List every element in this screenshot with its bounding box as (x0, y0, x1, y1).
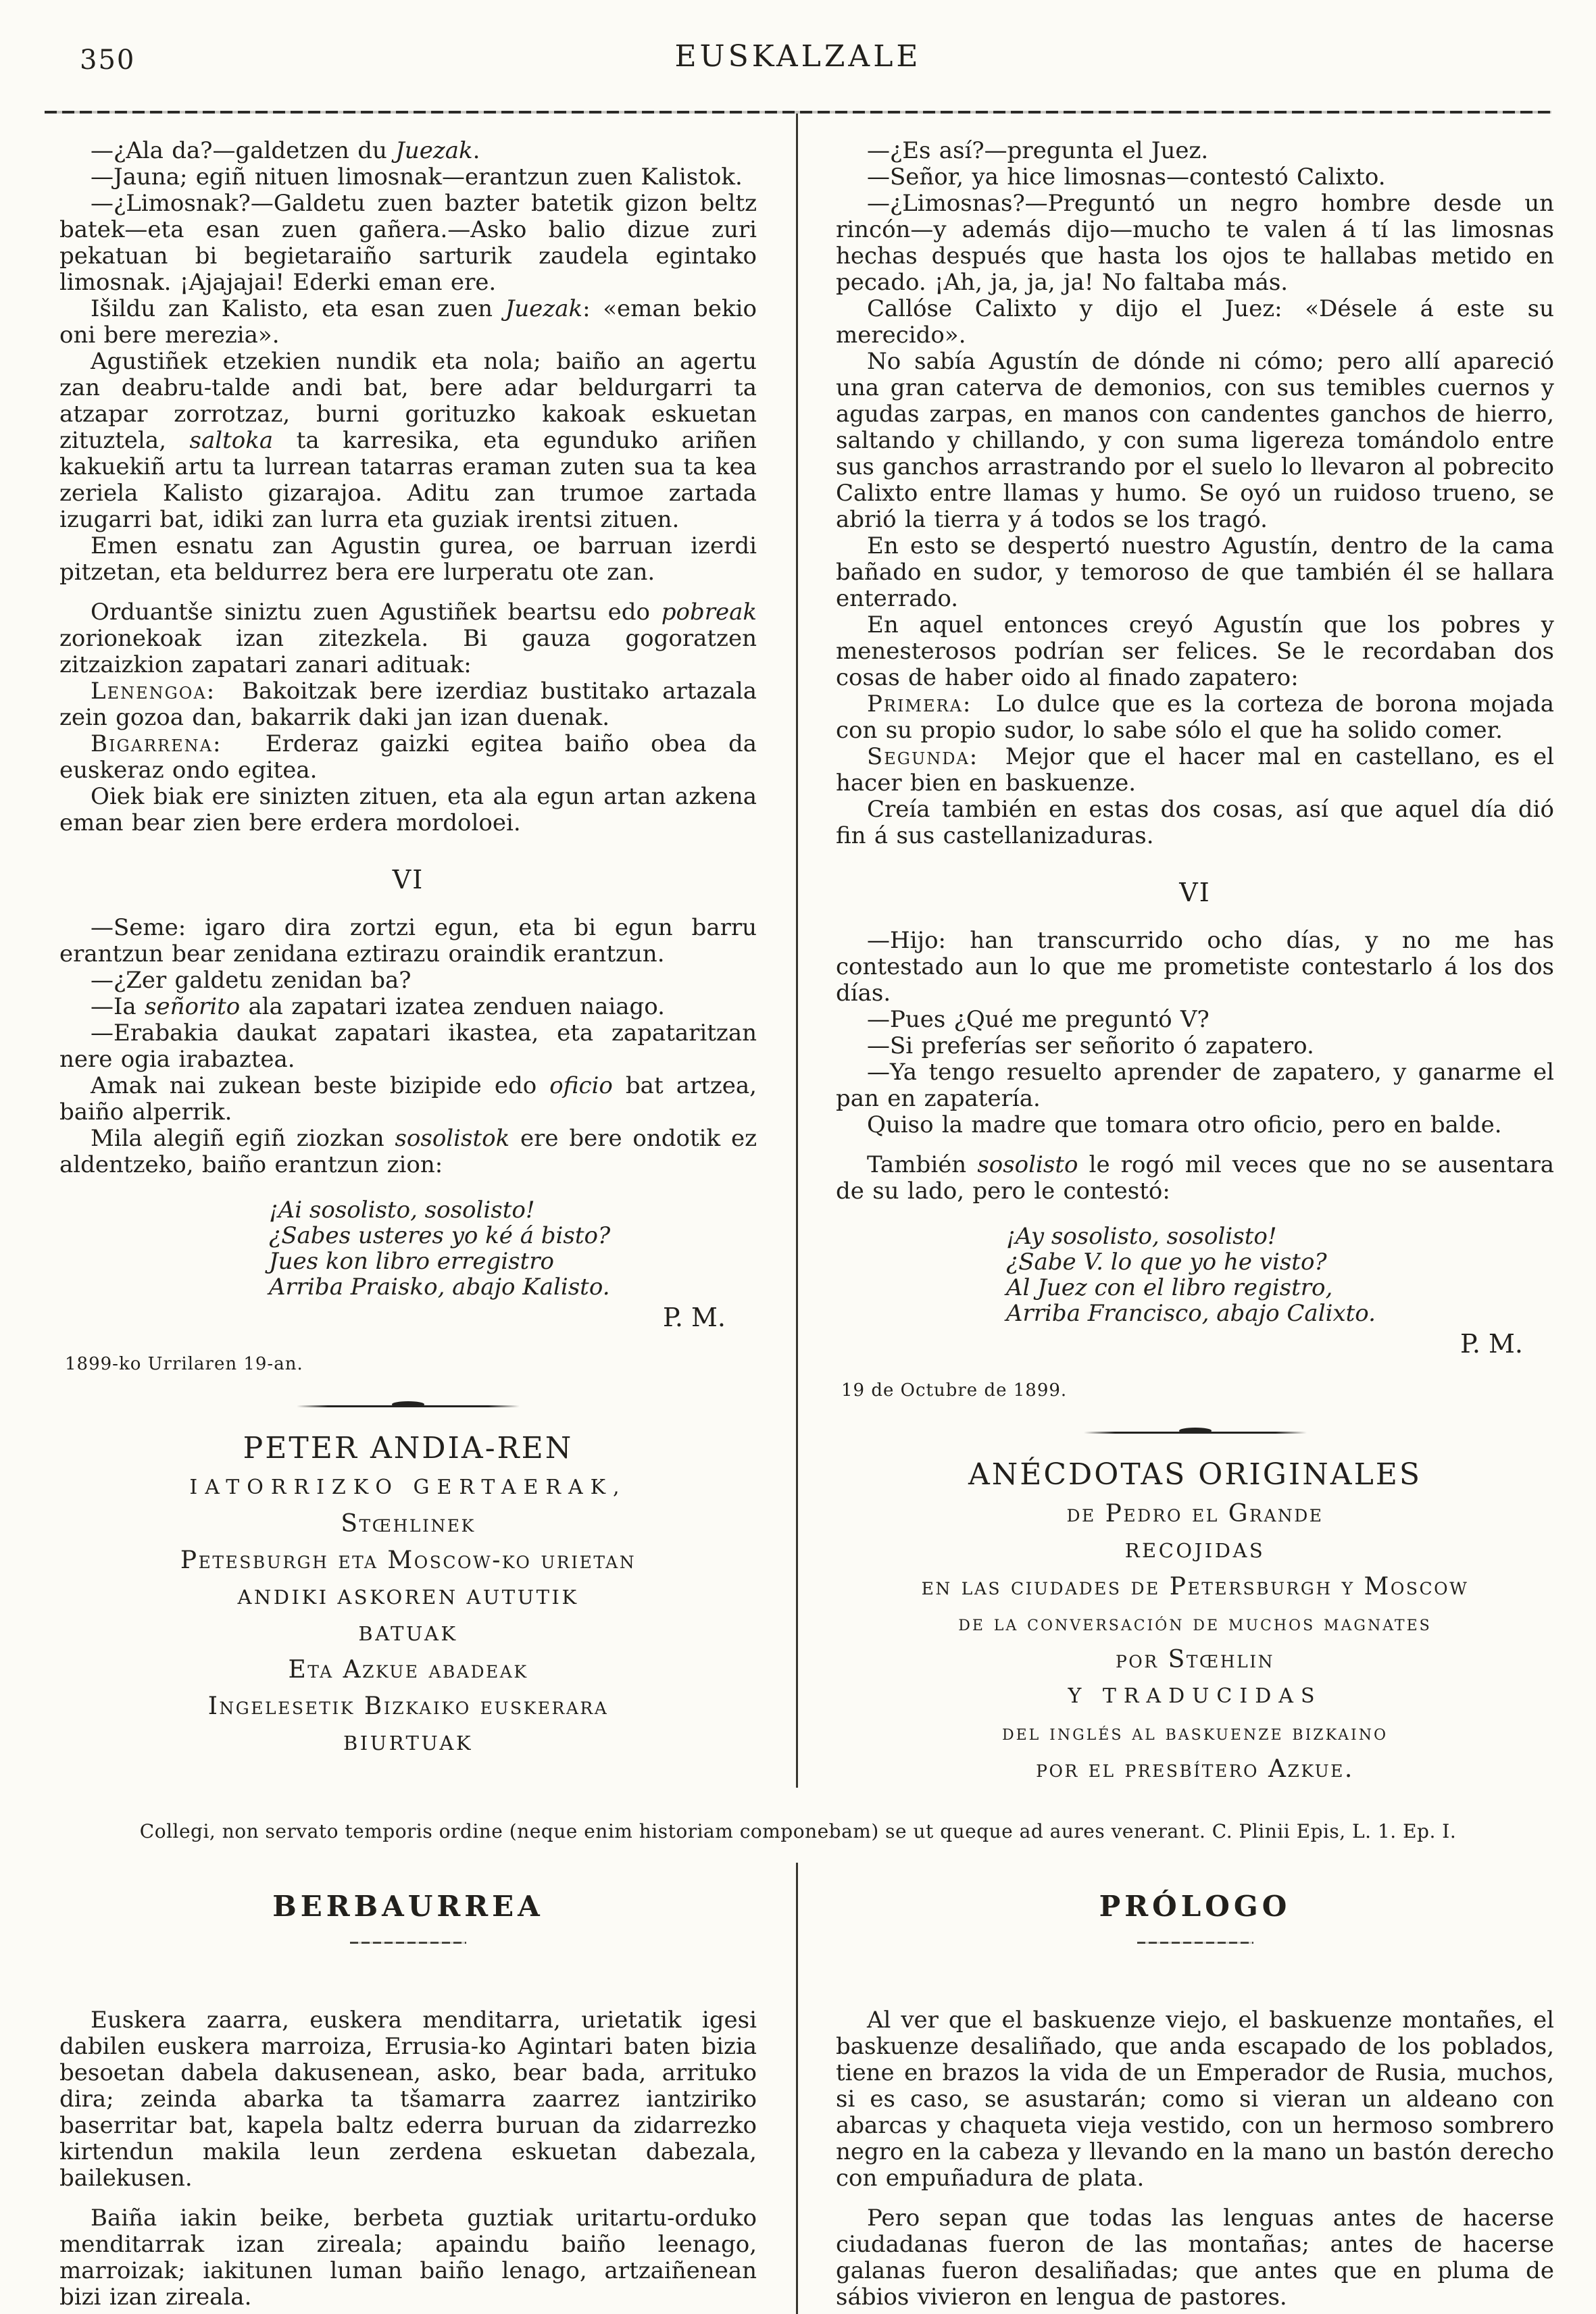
paragraph: —Seme: igaro dira zortzi egun, eta bi egun barru erantzun bear zenidana eztirazu oraindik erantzun. (59, 914, 757, 967)
verse-line: Arriba Praisko, abajo Kalisto. (269, 1274, 610, 1301)
paragraph: —Pues ¿Qué me preguntó V? (867, 1006, 1210, 1033)
latin-epigraph: Collegi, non servato temporis ordine (neque enim historiam componebam) se ut queque ad aures venerant. C. Plinii Epis, L. 1. Ep. I. (139, 1820, 1457, 1842)
title-line: Eta Azkue abadeak (288, 1656, 528, 1684)
title-line: BIURTUAK (343, 1732, 474, 1755)
paragraph: Creía también en estas dos cosas, así que aquel día dió fin á sus castellanizaduras. (836, 796, 1554, 849)
verse-spanish (1006, 1224, 1554, 1326)
divider-rule (1084, 1432, 1307, 1434)
paragraph: —Erabakia daukat zapatari ikastea, eta zapataritzan nere ogia irabaztea. (59, 1020, 757, 1073)
paragraph: No sabía Agustín de dónde ni cómo; pero allí apareció una gran caterva de demonios, con sus temibles cuernos y agudas zarpas, en manos con candentes ganchos de hierro, saltando y chillando, y con suma ligereza tomándolo entre sus ganchos arrastrando por el suelo lo llevaron al pobrecito Calixto entre llamas y humo. Se oyó un ruidoso trueno, se abrió la tierra y á todos se los tragó. (836, 348, 1554, 533)
preface-heading-spanish: PRÓLOGO (1099, 1890, 1291, 1923)
paragraph: Agustiñek etzekien nundik eta nola; baiño an agertu zan deabru-talde andi bat, bere adar beldurgarri ta atzapar zorrotzaz, burni gorituzko kakoak eskuetan zituztela, saltoka ta karresika, eta egunduko ariñen kakuekiñ artu ta lurrean tatarras eraman zuten sua ta kea zeriela Kalisto gizarajoa. Aditu zan trumoe zartada izugarri bat, idiki zan lurra eta guziak irentsi zituen. (59, 348, 757, 533)
paragraph: Oiek biak ere sinizten zituen, eta ala egun artan azkena eman bear zien bere erdera mordoloei. (59, 783, 757, 836)
heading-divider (350, 1942, 466, 1944)
divider-rule (297, 1405, 520, 1407)
paragraph: —¿Ala da?—galdetzen du Juezak. (91, 137, 480, 164)
paragraph: En esto se despertó nuestro Agustín, dentro de la cama bañado en sudor, y temoroso de que también él se hallara enterrado. (836, 532, 1554, 612)
title-line: ANDIKI ASKOREN AUTUTIK (237, 1586, 579, 1609)
verse-line: Al Juez con el libro registro, (1006, 1274, 1333, 1301)
spanish-chapter-paragraphs (836, 928, 1554, 1205)
page-number: 350 (80, 45, 136, 76)
paragraph: —¿Limosnas?—Preguntó un negro hombre desde un rincón—y además dijo—mucho te valen á tí las limosnas hechas después que hasta los ojos te hallabas metido en pecado. ¡Ah, ja, ja, ja! No faltaba más. (836, 190, 1554, 296)
paragraph: Lenengoa: Bakoitzak bere izerdiaz bustitako artazala zein gozoa dan, bakarrik daki jan izan duenak. (59, 678, 757, 731)
paragraph: —¿Limosnak?—Galdetu zuen bazter batetik gizon beltz batek—eta esan zuen gañera.—Asko balio dizue zuri pekatuan bi begietaraiño sarturik zaudela egintako limosnak. ¡Ajajajai! Ederki eman ere. (59, 190, 757, 296)
verse-line: ¡Ai sosolisto, sosolisto! (269, 1197, 535, 1224)
chapter-heading-spanish: VI (1179, 878, 1211, 907)
paragraph: Al ver que el baskuenze viejo, el baskuenze montañes, el baskuenze desaliñado, que anda escapado de los poblados, tiene en brazos la vida de un Emperador de Rusia, muchos, si es caso, se asustarán; como si vieran un aldeano con abarcas y chaqueta vieja vestido, con un hermoso sombrero negro en la cabeza y llevando en la mano un bastón derecho con empuñadura de plata. (836, 2007, 1554, 2192)
title-line: RECOJIDAS (1124, 1539, 1266, 1562)
verse-line: ¡Ay sosolisto, sosolisto! (1006, 1223, 1277, 1250)
dateline-spanish: 19 de Octubre de 1899. (841, 1380, 1068, 1401)
paragraph: Euskera zaarra, euskera menditarra, urietatik igesi dabilen euskera marroiza, Errusia-ko Agintari baten bizia besoetan dabela dakusenean, asko, bear bada, arrituko dira; zeinda abarka ta tšamarra zaarrez iantziriko baserritar bat, kapela baltz ederra buruan da zidarrezko kirtendun makila leun zerdena eskuetan dabezala, bailekusen. (59, 2007, 757, 2192)
paragraph: Callóse Calixto y dijo el Juez: «Désele á este su merecido». (836, 295, 1554, 349)
section-divider (836, 1432, 1554, 1434)
author-initials: P. M. (1460, 1329, 1523, 1359)
title-line: BATUAK (358, 1622, 458, 1645)
paragraph: Baiña iakin beike, berbeta guztiak uritartu-orduko menditarrak izan zireala; apaindu baiño leenago, marroizak; iakitunen luman baiño lenago, artzaiñenean bizi izan zireala. (59, 2205, 757, 2311)
title-line: por Stœhlin (1115, 1646, 1274, 1674)
title-line: IATORRIZKO GERTAERAK, (189, 1476, 627, 1499)
paragraph: Orduantše siniztu zuen Agustiñek beartsu edo pobreak zorionekoak izan zitezkela. Bi gauza gogoratzen zitzaizkion zapatari zanari adituak: (59, 599, 757, 678)
verse-line: Arriba Francisco, abajo Calixto. (1006, 1300, 1376, 1327)
title-line: de Pedro el Grande (1066, 1500, 1324, 1528)
paragraph: —Señor, ya hice limosnas—contestó Calixto. (867, 164, 1386, 191)
paragraph: Quiso la madre que tomara otro oficio, pero en balde. (867, 1111, 1502, 1138)
heading-divider (1137, 1942, 1253, 1944)
title-line: Y TRADUCIDAS (1068, 1684, 1322, 1708)
paragraph: —¿Es así?—pregunta el Juez. (867, 137, 1209, 164)
verse-line: ¿Sabe V. lo que yo he visto? (1006, 1249, 1327, 1276)
paragraph: Išildu zan Kalisto, eta esan zuen Juezak: «eman bekio oni bere merezia». (59, 295, 757, 349)
basque-story-paragraphs (59, 138, 757, 836)
paragraph: —Jauna; egiñ nituen limosnak—erantzun zuen Kalistok. (91, 164, 743, 191)
title-line: por el presbítero Azkue. (1036, 1755, 1354, 1783)
preface-column-spanish (798, 1863, 1596, 2314)
story-column-basque (0, 114, 798, 1788)
next-work-title-spanish (836, 1454, 1554, 1788)
paragraph: Segunda: Mejor que el hacer mal en castellano, es el hacer bien en baskuenze. (836, 743, 1554, 797)
verse-line: ¿Sabes usteres yo ké á bisto? (269, 1222, 611, 1249)
preface-paragraphs-spanish (836, 2007, 1554, 2311)
verse-line: Jues kon libro erregistro (269, 1248, 554, 1275)
paragraph: Mila alegiñ egiñ ziozkan sosolistok ere bere ondotik ez aldentzeko, baiño erantzun zion: (59, 1125, 757, 1178)
preface-column-basque (0, 1863, 798, 2314)
dateline-basque: 1899-ko Urrilaren 19-an. (65, 1354, 303, 1374)
chapter-heading-basque: VI (392, 865, 424, 895)
story-column-spanish (798, 114, 1596, 1788)
basque-chapter-paragraphs (59, 915, 757, 1178)
title-line: Petesburgh eta Moscow-ko urietan (180, 1546, 637, 1574)
paragraph: —Ia señorito ala zapatari izatea zenduen naiago. (91, 993, 665, 1020)
title-line: de la conversación de muchos magnates (958, 1611, 1432, 1636)
title-line: del inglés al baskuenze bizkaino (1001, 1721, 1388, 1745)
paragraph: Pero sepan que todas las lenguas antes de hacerse ciudadanas fueron de las montañas; antes de hacerse galanas fueron desaliñadas; que antes que en pluma de sábios vivieron en lengua de pastores. (836, 2205, 1554, 2311)
paragraph: Amak nai zukean beste bizipide edo oficio bat artzea, baiño alperrik. (59, 1072, 757, 1126)
next-work-title-basque (59, 1428, 757, 1761)
paragraph: Emen esnatu zan Agustin gurea, oe barruan izerdi pitzetan, eta beldurrez bera ere lurperatu ote zan. (59, 532, 757, 586)
preface-heading-basque: BERBAURREA (272, 1890, 544, 1923)
paragraph: También sosolisto le rogó mil veces que no se ausentara de su lado, pero le contestó: (836, 1151, 1554, 1205)
author-initials: P. M. (662, 1303, 726, 1332)
preface-section (0, 1863, 1596, 2314)
title-line: ANÉCDOTAS ORIGINALES (968, 1457, 1422, 1492)
paragraph: Primera: Lo dulce que es la corteza de borona mojada con su propio sudor, lo sabe sólo el que ha solido comer. (836, 690, 1554, 744)
section-divider (59, 1405, 757, 1407)
page-header (0, 0, 1596, 107)
title-line: Ingelesetik Bizkaiko euskerara (207, 1692, 609, 1720)
paragraph: —Ya tengo resuelto aprender de zapatero, y ganarme el pan en zapatería. (836, 1059, 1554, 1112)
paragraph: —Si preferías ser señorito ó zapatero. (867, 1032, 1314, 1059)
paragraph: —Hijo: han transcurrido ocho días, y no me has contestado aun lo que me prometiste contestarlo á los dos días. (836, 927, 1554, 1007)
paragraph: —¿Zer galdetu zenidan ba? (91, 967, 412, 994)
title-line: en las ciudades de Petersburgh y Moscow (921, 1573, 1469, 1601)
story-section (0, 114, 1596, 1788)
title-line: Stœhlinek (341, 1510, 476, 1538)
preface-paragraphs-basque (59, 2007, 757, 2311)
masthead-title: EUSKALZALE (674, 39, 922, 74)
verse-basque (269, 1197, 757, 1300)
paragraph: Bigarrena: Erderaz gaizki egitea baiño obea da euskeraz ondo egitea. (59, 730, 757, 784)
title-line: PETER ANDIA-REN (243, 1431, 574, 1465)
spanish-story-paragraphs (836, 138, 1554, 849)
paragraph: En aquel entonces creyó Agustín que los pobres y menesterosos podrían ser felices. Se le recordaban dos cosas de haber oido al finado zapatero: (836, 611, 1554, 691)
